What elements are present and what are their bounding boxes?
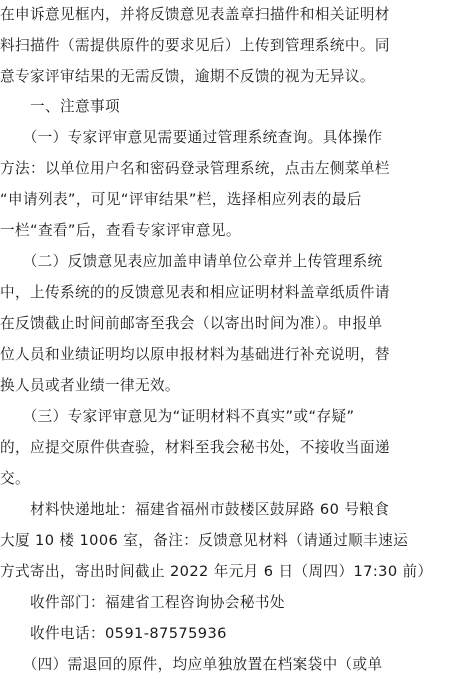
text-line-7: “申请列表”，可见“评审结果”栏，选择相应列表的最后 (0, 191, 362, 208)
text-line-1: 在申诉意见框内，并将反馈意见表盖章扫描件和相关证明材 (0, 6, 390, 23)
text-line-18: 大厦 10 楼 1006 室，备注：反馈意见材料（请通过顺丰速运 (0, 532, 409, 549)
text-line-8: 一栏“查看”后，查看专家评审意见。 (0, 222, 241, 239)
text-line-6: 方法：以单位用户名和密码登录管理系统，点击左侧菜单栏 (0, 160, 390, 177)
text-line-16: 交。 (0, 470, 30, 487)
text-line-11: 在反馈截止时间前邮寄至我会（以寄出时间为准）。申报单 (0, 315, 383, 332)
text-line-3: 意专家评审结果的无需反馈，逾期不反馈的视为无异议。 (0, 68, 375, 85)
text-line-20: 收件部门：福建省工程咨询协会秘书处 (0, 594, 285, 611)
text-line-15: 的，应提交原件供查验，材料至我会秘书处，不接收当面递 (0, 439, 390, 456)
text-line-14: （三）专家评审意见为“证明材料不真实”或“存疑” (0, 408, 355, 425)
text-line-19: 方式寄出，寄出时间截止 2022 年元月 6 日（周四）17:30 前） (0, 563, 433, 580)
text-line-21: 收件电话：0591-87575936 (0, 625, 227, 642)
text-line-13: 换人员或者业绩一律无效。 (0, 377, 180, 394)
text-line-2: 料扫描件（需提供原件的要求见后）上传到管理系统中。同 (0, 37, 390, 54)
text-line-12: 位人员和业绩证明均以原申报材料为基础进行补充说明，替 (0, 346, 390, 363)
section-heading: 一、注意事项 (0, 98, 120, 115)
text-line-5: （一）专家评审意见需要通过管理系统查询。具体操作 (0, 129, 383, 146)
text-line-17: 材料快递地址：福建省福州市鼓楼区鼓屏路 60 号粮食 (0, 501, 390, 518)
text-line-22: （四）需退回的原件，均应单独放置在档案袋中（或单 (0, 656, 383, 673)
text-line-9: （二）反馈意见表应加盖申请单位公章并上传管理系统 (0, 253, 383, 270)
text-line-10: 中，上传系统的的反馈意见表和相应证明材料盖章纸质件请 (0, 284, 390, 301)
